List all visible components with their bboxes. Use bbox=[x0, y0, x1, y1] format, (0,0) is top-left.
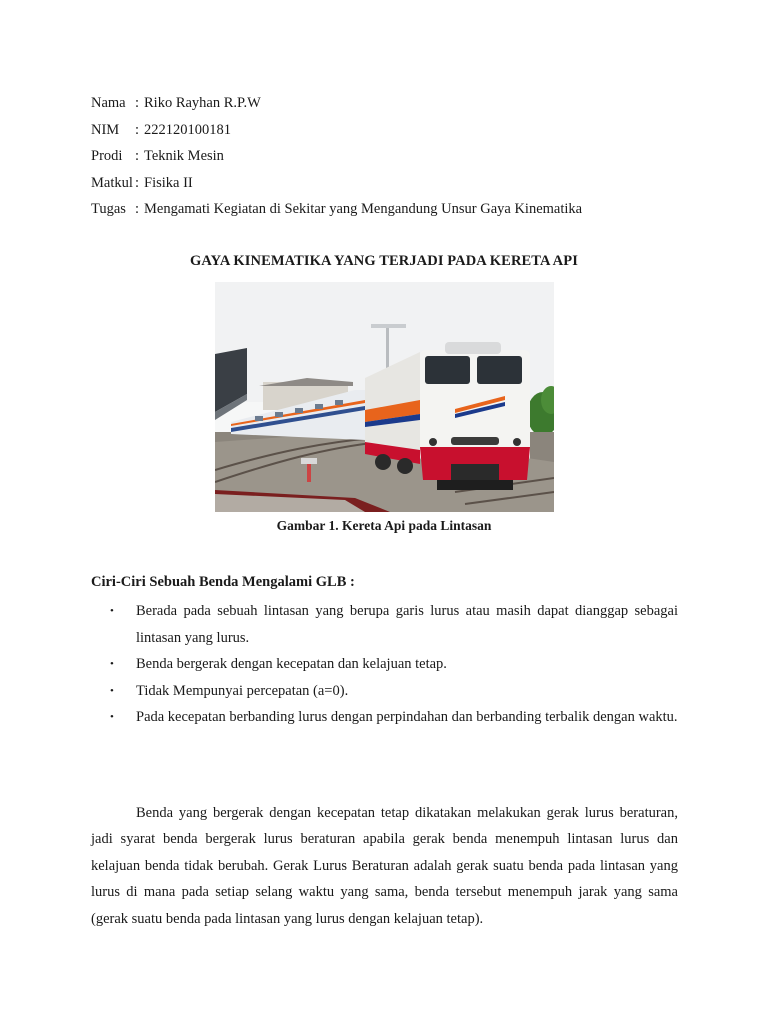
list-item bbox=[110, 651, 678, 678]
info-value: Teknik Mesin bbox=[144, 148, 224, 164]
section-heading: Ciri-Ciri Sebuah Benda Mengalami GLB : bbox=[91, 574, 355, 590]
list-item-text: Pada kecepatan berbanding lurus dengan perpindahan dan berbanding terbalik dengan waktu. bbox=[136, 709, 678, 725]
list-item-text: Benda bergerak dengan kecepatan dan kelajuan tetap. bbox=[136, 656, 447, 672]
train-photo bbox=[215, 282, 554, 512]
bullet-icon: • bbox=[110, 711, 114, 723]
info-value: 222120100181 bbox=[144, 121, 231, 138]
info-value: Riko Rayhan R.P.W bbox=[144, 95, 261, 111]
info-value: Mengamati Kegiatan di Sekitar yang Mengandung Unsur Gaya Kinematika bbox=[144, 201, 583, 217]
info-colon: : bbox=[135, 148, 140, 164]
bullet-icon: • bbox=[110, 658, 114, 670]
info-colon: : bbox=[135, 201, 140, 217]
body-paragraph: Benda yang bergerak dengan kecepatan tetap dikatakan melakukan gerak lurus beraturan, jadi syarat benda bergerak lurus beraturan apabila gerak benda menempuh lintasan lurus dan kelajuan benda tidak berubah. Gerak Lurus Beraturan adalah gerak suatu benda pada lintasan yang lurus di mana pada setiap selang waktu yang sama, benda tersebut menempuh jarak yang sama (gerak suatu benda pada lintasan yang lurus dengan kelajuan tetap). bbox=[91, 804, 678, 927]
info-colon: : bbox=[135, 174, 140, 191]
info-value: Fisika II bbox=[144, 174, 193, 191]
info-label: Tugas bbox=[91, 201, 126, 217]
info-colon: : bbox=[135, 121, 140, 138]
list-item bbox=[110, 598, 678, 651]
document-title: GAYA KINEMATIKA YANG TERJADI PADA KERETA API bbox=[190, 253, 578, 269]
bullet-icon: • bbox=[110, 605, 114, 617]
train-illustration bbox=[215, 282, 554, 512]
glb-bullet-list bbox=[110, 598, 678, 731]
info-label: Matkul bbox=[91, 174, 133, 191]
bullet-icon: • bbox=[110, 684, 114, 697]
list-item-text: Berada pada sebuah lintasan yang berupa garis lurus atau masih dapat dianggap sebagai lintasan yang lurus. bbox=[136, 603, 678, 646]
info-label: Prodi bbox=[91, 148, 123, 164]
list-item-text: Tidak Mempunyai percepatan (a=0). bbox=[136, 682, 349, 699]
info-colon: : bbox=[135, 95, 140, 111]
list-item bbox=[110, 704, 678, 731]
info-label: NIM bbox=[91, 121, 120, 138]
info-label: Nama bbox=[91, 95, 126, 111]
list-item bbox=[110, 678, 678, 705]
figure-caption: Gambar 1. Kereta Api pada Lintasan bbox=[276, 518, 492, 533]
